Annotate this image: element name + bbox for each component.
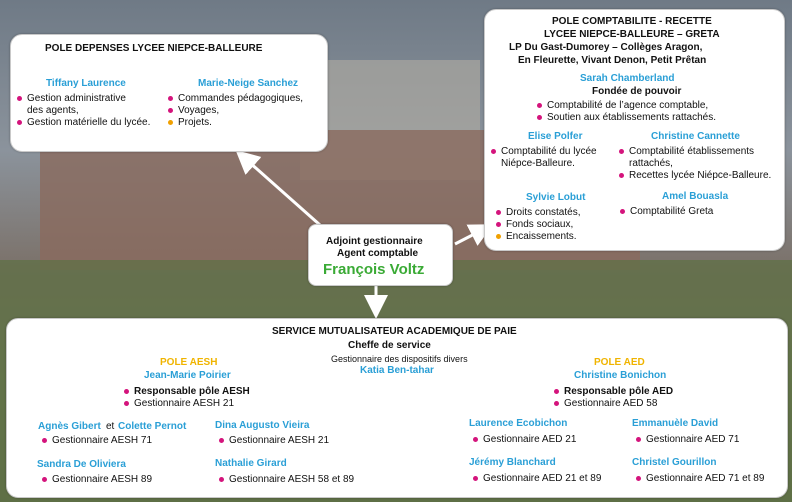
task-item: Gestionnaire AED 21 et 89 [473,473,601,485]
task-item-continued: des agents, [27,105,79,116]
person-name: Nathalie Girard [215,458,287,469]
task-item: Commandes pédagogiques, [168,93,303,105]
person-name: Agnès Gibert [38,421,101,432]
task-item: Comptabilité Greta [620,206,713,218]
person-name: Marie-Neige Sanchez [198,78,299,89]
task-item: Encaissements. [496,231,577,243]
person-name: Christine Bonichon [574,370,667,381]
task-item: Recettes lycée Niépce-Balleure. [619,170,771,182]
person-role: Fondée de pouvoir [592,86,682,97]
person-name: Emmanuèle David [632,418,719,429]
center-role: Adjoint gestionnaire [326,236,423,247]
task-item: Gestionnaire AESH 89 [42,474,152,486]
task-item-continued: Niépce-Balleure. [501,158,575,169]
center-person-name: François Voltz [323,261,425,278]
service-paie-title: SERVICE MUTUALISATEUR ACADEMIQUE DE PAIE [272,326,517,337]
task-item: Gestionnaire AESH 21 [219,435,329,447]
task-item: Gestionnaire AESH 21 [124,398,234,410]
task-item: Gestionnaire AED 71 et 89 [636,473,764,485]
task-item: Fonds sociaux, [496,219,573,231]
task-item: Voyages, [168,105,219,117]
task-item-continued: rattachés, [629,158,673,169]
task-item: Gestionnaire AED 71 [636,434,739,446]
pole-comptabilite-scope: LP Du Gast-Dumorey – Collèges Aragon, [509,42,703,53]
name-connector: et [106,421,115,432]
task-item: Gestionnaire AED 58 [554,398,657,410]
person-name: Colette Pernot [118,421,187,432]
pole-comptabilite-scope: En Fleurette, Vivant Denon, Petit Prêtan [518,55,707,66]
task-item: Projets. [168,117,212,129]
service-paie-role: Gestionnaire des dispositifs divers [331,354,468,364]
person-name: Christel Gourillon [632,457,717,468]
task-item: Comptabilité établissements [619,146,754,158]
task-item: Soutien aux établissements rattachés. [537,112,716,124]
task-item: Gestionnaire AESH 71 [42,435,152,447]
task-item: Comptabilité du lycée [491,146,597,158]
person-name: Amel Bouasla [662,191,729,202]
service-paie-role: Cheffe de service [348,340,431,351]
person-name: Tiffany Laurence [46,78,126,89]
person-name: Katia Ben-tahar [360,365,434,376]
task-item: Comptabilité de l’agence comptable, [537,100,708,112]
person-name: Laurence Ecobichon [469,418,568,429]
pole-aed-label: POLE AED [594,357,645,368]
person-name: Dina Augusto Vieira [215,420,310,431]
person-name: Sylvie Lobut [526,192,586,203]
task-item: Gestion administrative [17,93,126,105]
arrow-to-depenses [240,154,320,225]
pole-depenses-title: POLE DEPENSES LYCEE NIEPCE-BALLEURE [45,43,263,54]
task-item: Responsable pôle AED [554,386,673,398]
person-name: Sandra De Oliviera [37,459,126,470]
pole-comptabilite-title: POLE COMPTABILITE - RECETTE [552,16,712,27]
pole-aesh-label: POLE AESH [160,357,218,368]
person-name: Jean-Marie Poirier [144,370,231,381]
pole-comptabilite-subtitle: LYCEE NIEPCE-BALLEURE – GRETA [544,29,720,40]
person-name: Christine Cannette [651,131,740,142]
task-item: Gestionnaire AED 21 [473,434,576,446]
task-item: Responsable pôle AESH [124,386,250,398]
person-name: Sarah Chamberland [580,73,675,84]
task-item: Droits constatés, [496,207,580,219]
task-item: Gestionnaire AESH 58 et 89 [219,474,354,486]
person-name: Jérémy Blanchard [469,457,556,468]
person-name: Elise Polfer [528,131,583,142]
task-item: Gestion matérielle du lycée. [17,117,150,129]
center-role: Agent comptable [337,248,419,259]
